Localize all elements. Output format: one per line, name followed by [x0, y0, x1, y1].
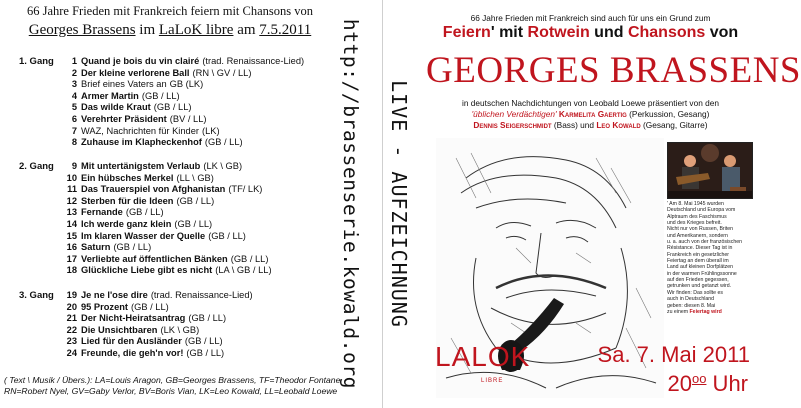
- track-credit: (LK): [201, 125, 220, 136]
- track-row: [60, 336, 340, 348]
- track-row: [60, 242, 340, 254]
- track-row: [60, 91, 340, 103]
- poster-subtitle: [426, 24, 755, 42]
- track-title: Im klaren Wasser der Quelle: [81, 230, 206, 241]
- track-credit: (GB / LL): [230, 253, 269, 264]
- track-title: Glückliche Liebe gibt es nicht: [81, 265, 213, 276]
- tracklist-panel: [0, 0, 340, 408]
- lalok-logo: [435, 341, 531, 396]
- track-number: 15: [66, 230, 77, 241]
- time-hour: 20: [667, 371, 692, 396]
- subtitle-connector-3: von: [705, 24, 739, 41]
- credit-role-3: (Gesang, Gitarre): [640, 120, 708, 130]
- track-number: 18: [66, 265, 77, 276]
- para-line: auch in Deutschland: [667, 296, 715, 303]
- track-title: Verehrter Präsident: [81, 113, 167, 124]
- lalok-logo-libre: LIBRE: [481, 378, 504, 384]
- para-line: auf den Frieden gegessen,: [667, 277, 729, 284]
- subtitle-feiern: Feiern: [442, 24, 491, 41]
- spine-live-recording: LIVE - AUFZEICHNUNG: [387, 80, 411, 328]
- track-number: 17: [66, 253, 77, 264]
- track-number: 8: [71, 137, 77, 148]
- track-number: 6: [71, 113, 77, 124]
- track-number: 23: [66, 336, 77, 347]
- track-credit: (GB / LL): [113, 242, 152, 253]
- header-date: 7.5.2011: [259, 22, 312, 38]
- track-row: [60, 68, 340, 80]
- track-credit: (GB / LL): [186, 347, 225, 358]
- para-line: Résistance. Dieser Tag ist in: [667, 245, 733, 252]
- track-row: [60, 184, 340, 196]
- track-title: Ich werde ganz klein: [81, 218, 172, 229]
- track-row: [60, 302, 340, 314]
- poster-explanation: [667, 201, 753, 315]
- track-credit: (GB / LL): [174, 218, 213, 229]
- track-row: [60, 161, 340, 173]
- track-row: [60, 254, 340, 266]
- track-title: Das wilde Kraut: [81, 102, 151, 113]
- para-line: getrunken und getanzt wird.: [667, 283, 732, 290]
- track-title: Sterben für die Ideen: [81, 195, 174, 206]
- subtitle-connector-2: und: [589, 24, 628, 41]
- para-line: in der warmen Frühlingssonne: [667, 270, 737, 277]
- track-title: Fernande: [81, 207, 123, 218]
- poster-credit-line-2: [426, 109, 755, 119]
- para-line: und des Krieges befreit.: [667, 220, 722, 227]
- para-line: zu einem: [667, 308, 689, 315]
- credit-performer-3: Leo Kowald: [596, 120, 641, 130]
- track-credit: (BV / LL): [169, 113, 207, 124]
- credit-role-1: (Perkussion, Gesang): [626, 109, 710, 119]
- band-photo: [667, 142, 753, 199]
- para-line: Frankreich ein gesetzlicher: [667, 251, 729, 258]
- poster-credit-line-3: [426, 120, 755, 130]
- para-line: Deutschland und Europa vom: [667, 207, 736, 214]
- track-number: 13: [66, 207, 77, 218]
- track-number: 4: [71, 90, 77, 101]
- track-title: Brief eines Vaters an: [81, 79, 167, 90]
- para-line: Land auf kleinen Dorfplätzen: [667, 264, 734, 271]
- track-row: [60, 313, 340, 325]
- track-title: Freunde, die geh'n vor!: [81, 347, 184, 358]
- track-number: 10: [66, 172, 77, 183]
- event-date: Sa. 7. Mai 2011: [597, 342, 750, 367]
- track-credit: (trad. Renaissance-Lied): [150, 290, 253, 300]
- track-number: 1: [71, 56, 77, 66]
- tracklist-header-line1: 66 Jahre Frieden mit Frankreich feiern mit Chansons von: [26, 4, 314, 18]
- track-title: Der kleine verlorene Ball: [81, 67, 190, 78]
- gang-label-2: 2. Gang: [19, 161, 54, 172]
- track-title: Saturn: [81, 242, 111, 253]
- band-photo-art: [668, 143, 752, 198]
- track-credit: (TF/ LK): [228, 184, 263, 195]
- track-title: Armer Martin: [81, 90, 139, 101]
- track-title: Zuhause im Klapheckenhof: [81, 137, 202, 148]
- track-title: Die Unsichtbaren: [81, 324, 158, 335]
- track-group-3: [60, 290, 340, 360]
- track-title: Das Trauerspiel von Afghanistan: [81, 184, 226, 195]
- track-group-2: [60, 161, 340, 277]
- para-line: geben: diesen 8. Mai: [667, 302, 716, 309]
- credits-legend: [4, 375, 340, 397]
- track-row: [60, 102, 340, 114]
- track-number: 9: [71, 161, 77, 171]
- para-line: Nicht nur von Russen, Briten: [667, 226, 734, 233]
- track-number: 2: [71, 67, 77, 78]
- track-row: [60, 114, 340, 126]
- track-number: 7: [71, 125, 77, 136]
- legend-line-1: ( Text \ Musik / Übers.): LA=Louis Aragon, GB=Georges Brassens, TF=Theodor Fontane: [4, 375, 341, 385]
- credit-role-2: (Bass) und: [551, 120, 597, 130]
- track-credit: (GB / LL): [141, 90, 180, 101]
- track-row: [60, 231, 340, 243]
- track-row: [60, 325, 340, 337]
- credit-performer-1: Karmelita Gaertig: [556, 109, 627, 119]
- track-credit: (GB / LL): [176, 195, 215, 206]
- gang-label-3: 3. Gang: [19, 290, 54, 301]
- subtitle-rotwein: Rotwein: [527, 24, 590, 41]
- para-line: und Amerikanern, sondern: [667, 232, 728, 239]
- event-time: [530, 371, 748, 397]
- gang-label-1: 1. Gang: [19, 56, 54, 67]
- track-title: 95 Prozent: [81, 301, 129, 312]
- track-number: 22: [66, 324, 77, 335]
- track-row: [60, 137, 340, 149]
- track-row: [60, 265, 340, 277]
- track-number: 24: [66, 347, 77, 358]
- subtitle-connector-1: ' mit: [490, 24, 528, 41]
- para-feiertag: Feiertag wird: [689, 308, 722, 315]
- subtitle-chansons: Chansons: [627, 24, 706, 41]
- track-title: Quand je bois du vin clairé: [81, 56, 200, 66]
- para-line: Wir finden: Das sollte es: [667, 289, 723, 296]
- poster-panel: [426, 0, 801, 408]
- track-title: Je ne l'ose dire: [81, 290, 148, 300]
- track-credit: (GB / LL): [125, 207, 164, 218]
- track-credit: (trad. Renaissance-Lied): [202, 56, 305, 66]
- track-credit: (LK \ GB): [203, 161, 243, 171]
- header-connector-im: im: [135, 22, 159, 38]
- track-number: 14: [66, 218, 77, 229]
- track-credit: (GB / LL): [184, 336, 223, 347]
- track-row: [60, 290, 340, 302]
- track-credit: (GB / LL): [188, 313, 227, 324]
- track-credit: GB (LK): [169, 79, 204, 90]
- track-credit: (GB / LL): [153, 102, 192, 113]
- track-number: 12: [66, 195, 77, 206]
- header-artist: Georges Brassens: [28, 22, 136, 38]
- track-title: WAZ, Nachrichten für Kinder: [81, 125, 199, 136]
- track-number: 3: [71, 79, 77, 90]
- time-unit: Uhr: [706, 371, 748, 396]
- track-group-1: [60, 56, 340, 149]
- track-title: Lied für den Ausländer: [81, 336, 182, 347]
- track-row: [60, 207, 340, 219]
- credit-performer-2: Dennis Seigerschmidt: [473, 120, 552, 130]
- para-line: ' Am 8. Mai 1945 wurden: [667, 201, 724, 207]
- track-title: Ein hübsches Merkel: [81, 172, 174, 183]
- track-title: Verliebte auf öffentlichen Bänken: [81, 253, 228, 264]
- tracklist-header-line2: [4, 22, 336, 39]
- track-number: 11: [67, 184, 77, 195]
- poster-intro-line: 66 Jahre Frieden mit Frankreich sind auch für uns ein Grund zum: [470, 13, 711, 23]
- track-number: 19: [66, 290, 77, 300]
- para-line: Alptraum des Faschismus: [667, 213, 727, 220]
- poster-credit-line-1: in deutschen Nachdichtungen von Leobald Loewe präsentiert von den: [462, 98, 719, 108]
- poster-title: GEORGES BRASSENS: [426, 50, 801, 91]
- credit-usual-suspects: 'üblichen Verdächtigen': [471, 109, 557, 119]
- track-credit: (LL \ GB): [176, 172, 214, 183]
- header-venue: LaLoK libre: [158, 22, 234, 38]
- time-minutes: oo: [691, 371, 707, 386]
- spine-url: http://brassenserie.kowald.org: [339, 18, 362, 390]
- track-row: [60, 56, 340, 68]
- para-line: Feiertag an dem überall im: [667, 258, 729, 265]
- track-row: [60, 173, 340, 185]
- track-title: Mit untertänigstem Verlaub: [81, 161, 201, 171]
- track-row: [60, 348, 340, 360]
- track-credit: (GB / LL): [204, 137, 243, 148]
- track-number: 21: [66, 313, 77, 324]
- legend-line-2: RN=Robert Nyel, GV=Gaby Verlor, BV=Boris Vian, LK=Leo Kowald, LL=Leobald Loewe: [4, 386, 338, 396]
- para-line: u. a. auch von der französischen: [667, 239, 742, 246]
- track-row: [60, 196, 340, 208]
- track-credit: (GB / LL): [208, 230, 246, 241]
- track-row: [60, 219, 340, 231]
- track-row: [60, 126, 340, 138]
- track-credit: (RN \ GV / LL): [192, 67, 252, 78]
- track-credit: (LA \ GB / LL): [215, 265, 272, 276]
- lalok-logo-word: LALOK: [435, 341, 531, 372]
- para-line-last: [667, 309, 753, 315]
- track-number: 16: [66, 242, 77, 253]
- track-row: [60, 79, 340, 91]
- track-credit: (LK \ GB): [160, 324, 200, 335]
- track-number: 5: [71, 102, 77, 113]
- track-title: Der Nicht-Heiratsantrag: [81, 313, 186, 324]
- track-number: 20: [66, 301, 77, 312]
- track-credit: (GB / LL): [131, 301, 169, 312]
- header-connector-am: am: [233, 22, 260, 38]
